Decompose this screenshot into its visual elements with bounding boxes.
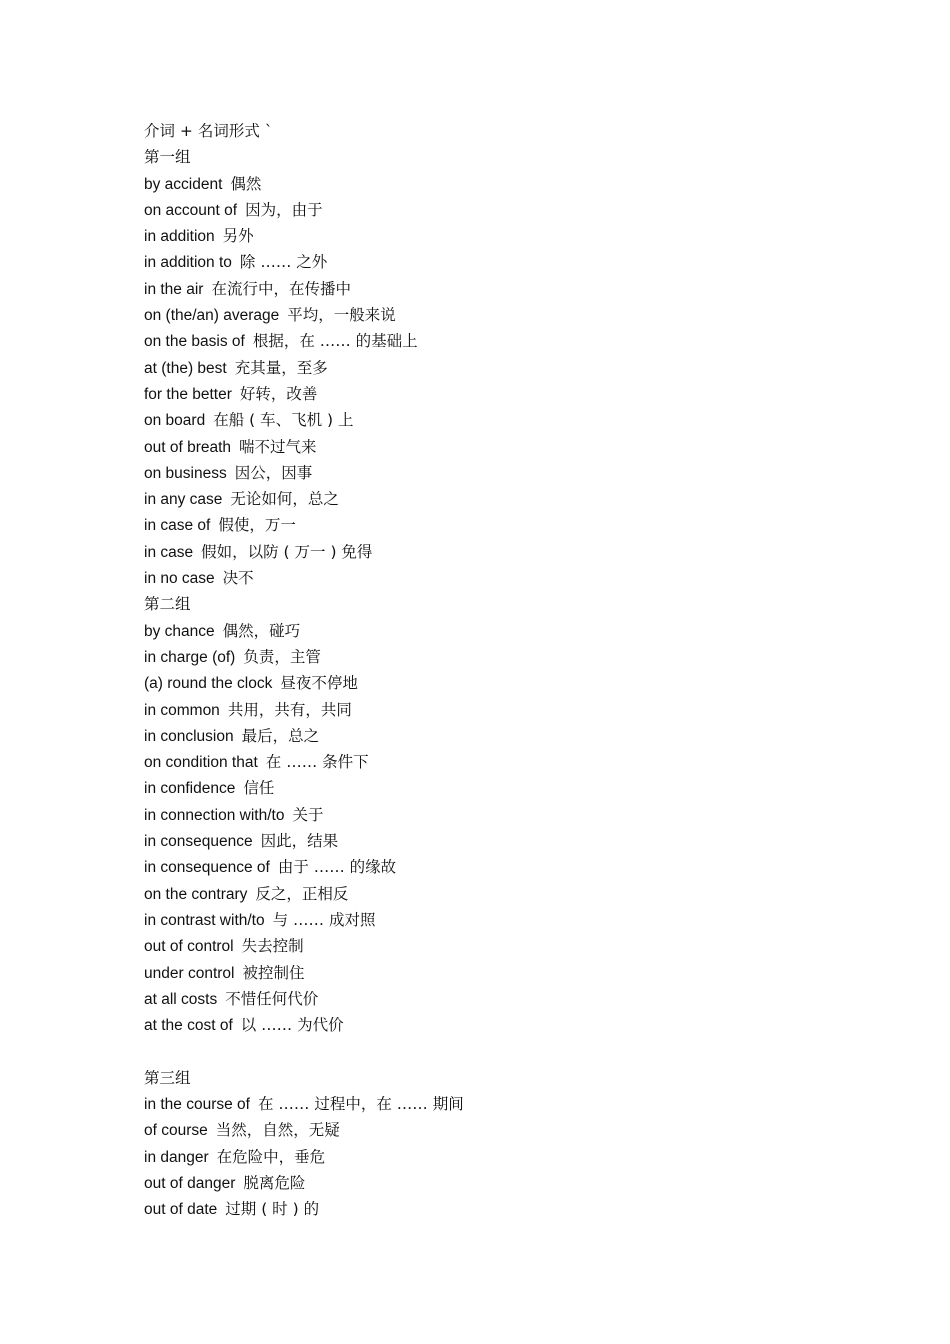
phrase-meaning: 决不 (222, 569, 254, 588)
phrase-meaning: 因公，因事 (234, 463, 313, 482)
phrase-group (144, 144, 904, 591)
phrase-text: on (the/an) average (144, 307, 280, 325)
phrase-entry (144, 381, 904, 407)
phrase-entry (144, 1012, 904, 1038)
phrase-meaning: 在流行中，在传播中 (211, 279, 351, 298)
phrase-meaning: 信任 (243, 779, 275, 798)
phrase-text: in addition (144, 228, 215, 246)
phrase-meaning: 假使，万一 (218, 516, 296, 535)
phrase-meaning: 因此，结果 (260, 832, 339, 851)
phrase-text: in conclusion (144, 727, 234, 745)
phrase-entry (144, 486, 904, 512)
phrase-entry (144, 618, 904, 644)
phrase-meaning: 根据，在 …… 的基础上 (252, 332, 418, 351)
phrase-text: out of breath (144, 438, 232, 456)
group-heading: 第二组 (144, 595, 191, 614)
phrase-entry (144, 802, 904, 828)
phrase-meaning: 由于 …… 的缘故 (277, 858, 397, 877)
phrase-meaning: 另外 (222, 227, 254, 246)
phrase-text: in confidence (144, 780, 236, 798)
phrase-entry (144, 276, 904, 302)
phrase-text: in contrast with/to (144, 911, 265, 929)
document-title: 介词 + 名词形式 ` (144, 122, 273, 140)
phrase-groups (144, 144, 904, 1222)
phrase-entry (144, 933, 904, 959)
phrase-text: at all costs (144, 990, 218, 1008)
phrase-entry (144, 407, 904, 433)
phrase-meaning: 脱离危险 (243, 1173, 306, 1192)
phrase-entry (144, 749, 904, 775)
phrase-text: in consequence (144, 833, 253, 851)
phrase-meaning: 偶然，碰巧 (222, 621, 301, 640)
phrase-entry (144, 512, 904, 538)
document-page (144, 118, 904, 1222)
phrase-meaning: 不惜任何代价 (225, 989, 319, 1008)
phrase-text: on condition that (144, 754, 258, 772)
phrase-text: at (the) best (144, 359, 227, 377)
phrase-entry (144, 1170, 904, 1196)
phrase-text: in consequence of (144, 859, 270, 877)
phrase-meaning: 在危险中，垂危 (216, 1147, 326, 1166)
phrase-entry (144, 1196, 904, 1222)
phrase-entry (144, 565, 904, 591)
phrase-text: in no case (144, 570, 215, 588)
phrase-meaning: 偶然 (230, 174, 262, 193)
phrase-meaning: 假如，以防 ( 万一 ) 免得 (201, 542, 373, 561)
phrase-meaning: 负责，主管 (243, 647, 321, 666)
phrase-group (144, 1065, 904, 1223)
phrase-meaning: 当然，自然，无疑 (215, 1121, 340, 1140)
phrase-meaning: 充其量，至多 (234, 358, 328, 377)
phrase-text: at the cost of (144, 1017, 233, 1035)
phrase-entry (144, 460, 904, 486)
phrase-meaning: 在船 ( 车、飞机 ) 上 (213, 411, 354, 430)
phrase-entry (144, 670, 904, 696)
phrase-text: in the air (144, 280, 204, 298)
phrase-text: for the better (144, 385, 232, 403)
phrase-text: out of danger (144, 1174, 236, 1192)
phrase-meaning: 过期 ( 时 ) 的 (225, 1200, 320, 1219)
phrase-entry (144, 223, 904, 249)
phrase-entry (144, 197, 904, 223)
phrase-entry (144, 697, 904, 723)
phrase-entry (144, 328, 904, 354)
phrase-text: in case (144, 543, 194, 561)
phrase-text: in common (144, 701, 220, 719)
phrase-meaning: 昼夜不停地 (280, 674, 358, 693)
phrase-entry (144, 960, 904, 986)
phrase-meaning: 关于 (292, 805, 324, 824)
phrase-text: on the basis of (144, 333, 245, 351)
phrase-text: in any case (144, 491, 223, 509)
phrase-entry (144, 434, 904, 460)
phrase-text: on the contrary (144, 885, 248, 903)
phrase-meaning: 反之，正相反 (255, 884, 349, 903)
phrase-meaning: 被控制住 (242, 963, 305, 982)
phrase-entry (144, 171, 904, 197)
phrase-text: under control (144, 964, 235, 982)
phrase-entry (144, 1091, 904, 1117)
phrase-group (144, 591, 904, 1038)
phrase-text: in charge (of) (144, 648, 236, 666)
phrase-entry (144, 828, 904, 854)
phrase-text: on board (144, 412, 206, 430)
phrase-entry (144, 854, 904, 880)
phrase-entry (144, 302, 904, 328)
group-spacer (144, 1038, 904, 1064)
phrase-text: by accident (144, 175, 223, 193)
phrase-entry (144, 986, 904, 1012)
phrase-entry (144, 355, 904, 381)
phrase-meaning: 在 …… 过程中，在 …… 期间 (257, 1094, 464, 1113)
phrase-meaning: 除 …… 之外 (239, 253, 328, 272)
group-heading: 第一组 (144, 148, 191, 167)
phrase-meaning: 失去控制 (241, 937, 304, 956)
phrase-text: in addition to (144, 254, 232, 272)
phrase-entry (144, 881, 904, 907)
phrase-meaning: 好转，改善 (239, 384, 318, 403)
phrase-text: on account of (144, 201, 238, 219)
phrase-meaning: 平均，一般来说 (287, 306, 396, 325)
group-heading: 第三组 (144, 1068, 191, 1087)
phrase-entry (144, 249, 904, 275)
phrase-meaning: 共用，共有，共同 (227, 700, 352, 719)
phrase-meaning: 最后，总之 (241, 726, 320, 745)
phrase-entry (144, 1144, 904, 1170)
phrase-meaning: 与 …… 成对照 (272, 910, 376, 929)
phrase-text: in connection with/to (144, 806, 285, 824)
phrase-text: on business (144, 464, 227, 482)
phrase-entry (144, 644, 904, 670)
phrase-meaning: 以 …… 为代价 (240, 1016, 344, 1035)
phrase-text: out of control (144, 938, 234, 956)
phrase-meaning: 无论如何，总之 (230, 490, 339, 509)
phrase-text: in the course of (144, 1095, 250, 1113)
phrase-entry (144, 775, 904, 801)
phrase-meaning: 在 …… 条件下 (265, 753, 369, 772)
phrase-entry (144, 1117, 904, 1143)
phrase-text: in case of (144, 517, 211, 535)
phrase-text: by chance (144, 622, 215, 640)
phrase-entry (144, 907, 904, 933)
phrase-text: in danger (144, 1148, 209, 1166)
phrase-text: out of date (144, 1201, 218, 1219)
phrase-text: of course (144, 1122, 208, 1140)
phrase-text: (a) round the clock (144, 675, 273, 693)
phrase-entry (144, 539, 904, 565)
phrase-entry (144, 723, 904, 749)
phrase-meaning: 喘不过气来 (239, 437, 317, 456)
phrase-meaning: 因为，由于 (245, 200, 323, 219)
